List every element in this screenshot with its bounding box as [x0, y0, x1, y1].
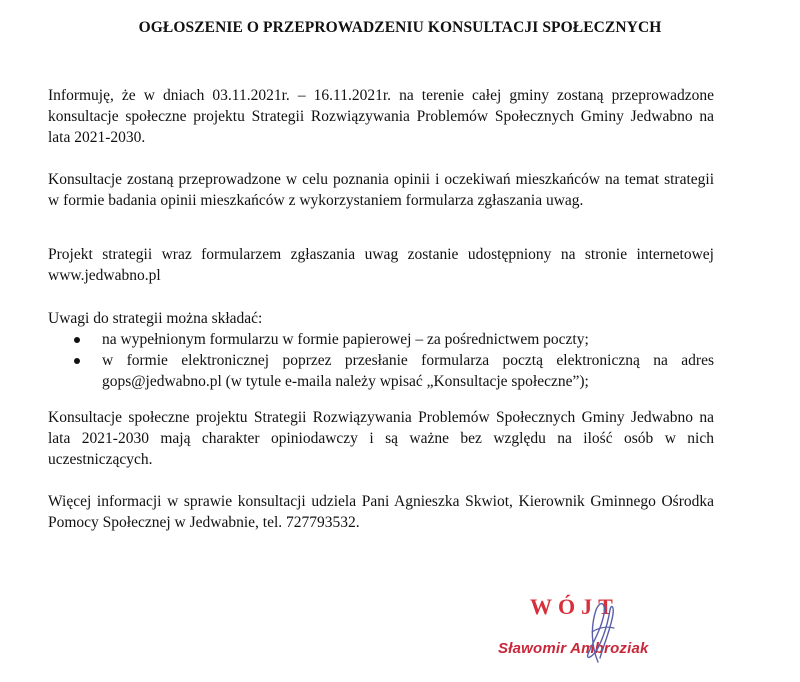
remarks-intro: Uwagi do strategii można składać: [48, 310, 263, 327]
signature-stamp [480, 588, 720, 678]
bullet-icon [74, 337, 80, 343]
paragraph-consultation-purpose: Konsultacje zostaną przeprowadzone w celu poznania opinii i oczekiwań mieszkańców na temat strategii w formie badania opinii mieszkańców z wykorzystaniem formularza zgłaszania uwag. [48, 171, 714, 209]
remarks-item-electronic: w formie elektronicznej poprzez przesłanie formularza pocztą elektroniczną na adres gops@jedwabno.pl (w tytule e-maila należy wpisać „Konsultacje społeczne”); [102, 352, 714, 390]
paragraph-contact-info: Więcej informacji w sprawie konsultacji udziela Pani Agnieszka Skwiot, Kierownik Gminnego Ośrodka Pomocy Społecznej w Jedwabnie, tel. 727793532. [48, 493, 714, 531]
stamp-name: Sławomir Ambroziak [498, 640, 649, 657]
list-item [48, 329, 714, 350]
handwritten-signature-icon [480, 588, 720, 678]
paragraph-project-availability: Projekt strategii wraz formularzem zgłaszania uwag zostanie udostępniony na stronie internetowej www.jedwabno.pl [48, 246, 714, 284]
bullet-icon [74, 358, 80, 364]
remarks-list [48, 329, 714, 392]
list-item [48, 350, 714, 392]
paragraph-consultation-dates: Informuję, że w dniach 03.11.2021r. – 16.11.2021r. na terenie całej gminy zostaną przeprowadzone konsultacje społeczne projektu Strategii Rozwiązywania Problemów Społecznych Gminy Jedwabno na lata 2021-2030. [48, 87, 714, 146]
stamp-title: WÓJT [530, 594, 619, 619]
remarks-item-paper: na wypełnionym formularzu w formie papierowej – za pośrednictwem poczty; [102, 331, 589, 348]
paragraph-consultation-character: Konsultacje społeczne projektu Strategii Rozwiązywania Problemów Społecznych Gminy Jedwabno na lata 2021-2030 mają charakter opiniodawczy i są ważne bez względu na ilość osób w nich uczestniczących. [48, 409, 714, 468]
document-title: OGŁOSZENIE O PRZEPROWADZENIU KONSULTACJI SPOŁECZNYCH [138, 19, 662, 36]
